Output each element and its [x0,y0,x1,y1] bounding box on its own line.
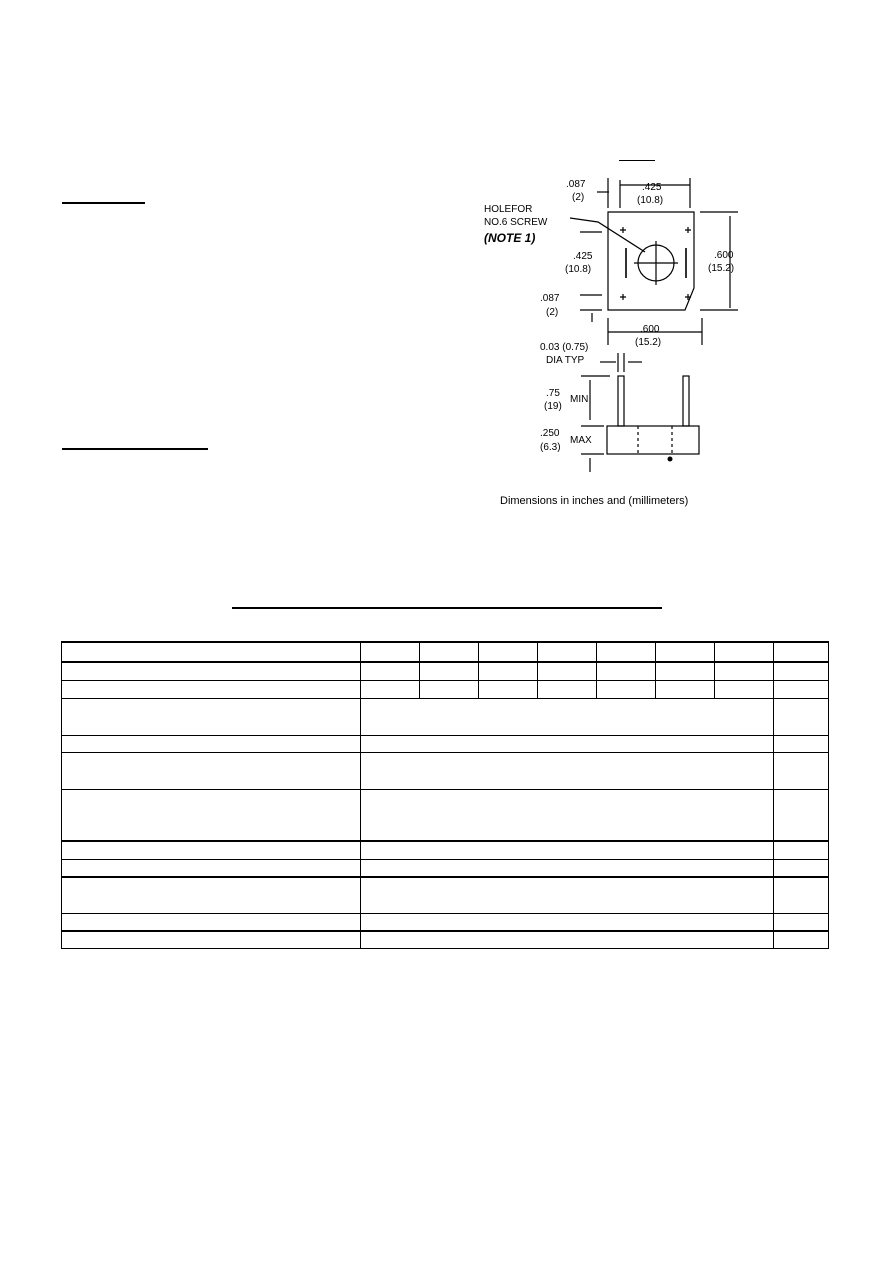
table-row [62,735,829,752]
table-row [62,841,829,859]
dim-bottom-left-in: .087 [540,293,560,304]
table-header-row [62,642,829,662]
table-row [62,662,829,680]
table-row [62,877,829,913]
table-row [62,789,829,841]
table-row [62,931,829,948]
dim-bottom-left-mm: (2) [546,307,559,318]
body-h-in: .250 [540,428,560,439]
drawing-caption: Dimensions in inches and (millimeters) [500,495,689,507]
heading-underline-2 [62,448,208,450]
lead-len-mm: (19) [544,401,562,412]
ratings-table [61,641,829,949]
dim-top-left-mm: (2) [572,192,585,203]
hole-label-line-2: NO.6 SCREW [484,217,548,228]
lead-dia-typ: DIA TYP [546,355,585,366]
body-h-mm: (6.3) [540,442,561,453]
lead-len-qual: MIN [570,394,589,405]
table-row [62,859,829,877]
package-outline-drawing [480,150,780,520]
table-row [62,698,829,735]
table-row [62,752,829,789]
dim-outer-height-mm: (15.2) [708,263,735,274]
table-row [62,680,829,698]
dim-inner-height-mm: (10.8) [565,264,592,275]
dim-bottom-width-in: .600 [640,324,660,335]
hole-label-line-1: HOLEFOR [484,204,533,215]
dim-bottom-width-mm: (15.2) [635,337,662,348]
body-h-qual: MAX [570,435,592,446]
dim-outer-height-in: .600 [714,250,734,261]
dim-top-left-in: .087 [566,179,586,190]
table-title-underline [232,607,662,609]
table-row [62,913,829,931]
lead-len-in: .75 [546,388,560,399]
dim-top-width-in: .425 [642,182,662,193]
lead-dia-value: 0.03 (0.75) [540,342,589,353]
heading-underline-1 [62,202,145,204]
hole-note: (NOTE 1) [484,231,536,245]
dim-top-width-mm: (10.8) [637,195,664,206]
dim-inner-height-in: .425 [573,251,593,262]
